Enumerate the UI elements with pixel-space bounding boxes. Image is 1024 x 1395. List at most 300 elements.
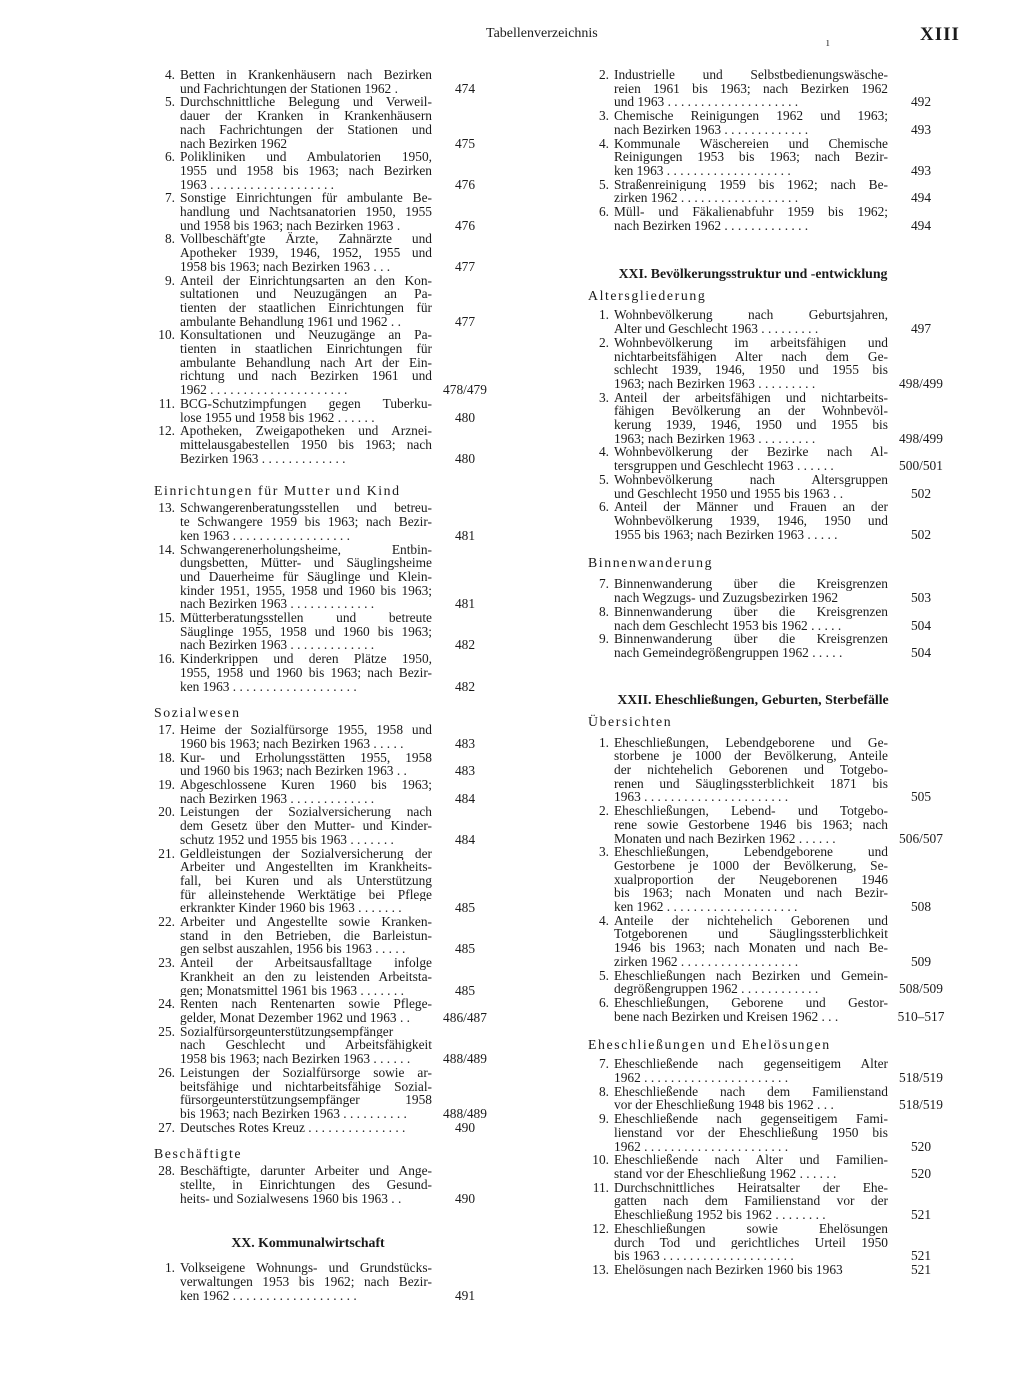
toc-entry-number: 8. (164, 231, 175, 247)
toc-entry-title-line: fähigen Bevölkerung an der Wohnbevöl- (614, 404, 888, 419)
toc-entry-title-line: schutz 1952 und 1955 bis 1963 . . . . . . . (180, 832, 394, 847)
toc-entry-number: 5. (164, 94, 175, 110)
toc-entry-page: 488/489 (443, 1105, 487, 1121)
toc-entry[interactable] (582, 473, 954, 500)
toc-entry-title-line: Schwangerenberatungsstellen und betreu- (180, 501, 432, 516)
toc-entry-title (180, 1025, 432, 1066)
toc-entry-title-line: Reinigungen 1953 bis 1963; nach Bezir- (614, 150, 888, 164)
toc-entry-title (614, 845, 888, 914)
toc-entry-number: 8. (598, 1083, 609, 1099)
toc-entry-title-line: nichtarbeitsfähigen Alter nach dem Ge- (614, 349, 888, 364)
toc-entry-page: 485 (454, 941, 476, 957)
toc-entry[interactable] (148, 1261, 498, 1302)
toc-entry-title-line: Anteil der Männer und Frauen an der (614, 500, 888, 514)
toc-entry-title-line: erkrankter Kinder 1960 bis 1963 . . . . . . . (180, 901, 402, 916)
toc-entry-title-line: Leistungen der Sozialversicherung nach (180, 805, 432, 820)
toc-entry-number: 4. (598, 912, 609, 928)
toc-entry[interactable] (148, 1025, 498, 1066)
toc-entry-title (614, 914, 888, 969)
toc-entry-number: 23. (158, 955, 175, 971)
toc-entry-number: 9. (598, 631, 609, 647)
toc-entry-title-line: nach Bezirken 1962 (180, 136, 288, 151)
toc-entry-title-line: und 1960 bis 1963; nach Bezirken 1963 . . (180, 764, 407, 779)
toc-entry-title-line: Müll- und Fäkalienabfuhr 1959 bis 1962; (614, 205, 888, 219)
toc-entry-title (614, 1085, 888, 1112)
toc-entry-title (180, 424, 432, 465)
subsection-heading: Einrichtungen für Mutter und Kind (154, 483, 401, 499)
toc-entry-title (180, 1066, 432, 1121)
toc-entry-title-line: Eheschließungen sowie Ehelösungen (614, 1221, 888, 1236)
toc-entry-title-line: 1963 . . . . . . . . . . . . . . . . . . . (180, 177, 334, 192)
toc-entry-page: 520 (910, 1166, 932, 1181)
toc-entry-number: 4. (164, 67, 175, 82)
toc-entry[interactable] (148, 150, 498, 191)
toc-entry-title-line: kerung 1939, 1946, 1950 und 1955 bis (614, 418, 888, 432)
toc-entry-title-line: 1946 bis 1963; nach Monaten und nach Be- (614, 941, 888, 955)
toc-entry[interactable] (582, 577, 954, 604)
toc-entry-page: 518/519 (899, 1097, 943, 1113)
toc-entry[interactable] (582, 632, 954, 659)
toc-entry-title-line: Binnenwanderung über die Kreisgrenzen (614, 604, 888, 619)
toc-entry-number: 6. (598, 499, 609, 515)
toc-entry-title-line: xualproportion der Neugeborenen 1946 (614, 872, 888, 887)
toc-entry-title-line: nach Bezirken 1963 . . . . . . . . . . . . . (180, 597, 375, 612)
toc-entry[interactable] (582, 336, 954, 391)
toc-entry-page: 481 (454, 527, 476, 543)
subsection-heading: Beschäftigte (154, 1146, 243, 1162)
toc-entry-number: 3. (598, 389, 609, 405)
section-heading: XX. Kommunalwirtschaft (231, 1235, 385, 1251)
toc-entry-title (614, 605, 888, 632)
toc-entry-number: 2. (598, 67, 609, 82)
toc-entry-title (614, 1181, 888, 1222)
toc-entry-title-line: Apotheker 1939, 1946, 1952, 1955 und (180, 246, 432, 260)
toc-entry[interactable] (148, 652, 498, 693)
toc-entry-title (614, 500, 888, 541)
toc-entry-number: 1. (164, 1260, 175, 1276)
toc-entry-page: 490 (454, 1119, 476, 1135)
toc-entry-page: 482 (454, 637, 476, 653)
toc-entry-number: 11. (158, 395, 175, 411)
toc-entry-title-line: Betten in Krankenhäusern nach Bezirken (180, 68, 432, 82)
toc-entry-number: 9. (164, 272, 175, 288)
toc-entry-title-line: Eheschließungen nach Bezirken und Gemein- (614, 968, 888, 983)
toc-entry-title (614, 996, 888, 1023)
toc-entry-title-line: Straßenreinigung 1959 bis 1962; nach Be- (614, 177, 888, 192)
toc-entry-title-line: 1962 . . . . . . . . . . . . . . . . . . . . . . (614, 1071, 789, 1085)
toc-entry-title-line: Säuglinge 1955, 1958 und 1960 bis 1963; (180, 624, 432, 639)
toc-entry[interactable] (148, 191, 498, 232)
toc-entry-page: 497 (910, 321, 932, 337)
toc-entry-page: 504 (910, 617, 932, 633)
toc-entry-title-line: ambulante Behandlung 1961 und 1962 . . (180, 314, 401, 329)
toc-entry[interactable] (582, 969, 954, 996)
toc-entry-title-line: vor der Eheschließung 1948 bis 1962 . . . (614, 1098, 834, 1113)
toc-entry-title-line: bene nach Bezirken und Kreisen 1962 . . . (614, 1009, 839, 1024)
toc-entry-title-line: Anteil der Einrichtungsarten an den Kon- (180, 273, 432, 288)
toc-entry-title (180, 232, 432, 273)
toc-entry-title (614, 1112, 888, 1153)
toc-entry[interactable] (582, 68, 954, 109)
toc-entry-title (614, 1057, 888, 1084)
toc-entry[interactable] (582, 1112, 954, 1153)
toc-entry-title-line: Leistungen der Sozialfürsorge sowie ar- (180, 1065, 432, 1080)
toc-entry-number: 5. (598, 967, 609, 983)
toc-entry-title (614, 736, 888, 805)
toc-entry-page: 498/499 (899, 375, 943, 391)
toc-entry-title-line: 1962 . . . . . . . . . . . . . . . . . . . . . (180, 383, 348, 397)
toc-entry-page: 508 (910, 899, 932, 915)
toc-entry-title-line: tienten der staatlichen Einrichtungen für (180, 300, 432, 315)
toc-entry[interactable] (148, 543, 498, 612)
toc-entry[interactable] (582, 178, 954, 205)
toc-entry-page: 506/507 (899, 830, 943, 846)
toc-entry[interactable] (582, 605, 954, 632)
toc-entry-number: 7. (164, 190, 175, 206)
toc-entry-title (180, 778, 432, 805)
toc-entry-title-line: Bezirken 1963 . . . . . . . . . . . . . (180, 451, 346, 466)
toc-entry[interactable] (582, 1222, 954, 1263)
toc-entry-title-line: Wohnbevölkerung im arbeitsfähigen und (614, 335, 888, 350)
toc-entry-title-line: Wohnbevölkerung der Bezirke nach Al- (614, 445, 888, 460)
toc-entry-title-line: Binnenwanderung über die Kreisgrenzen (614, 577, 888, 592)
toc-entry-title-line: nach dem Geschlecht 1953 bis 1962 . . . . . (614, 618, 842, 633)
toc-entry-page: 492 (910, 94, 932, 110)
toc-entry-title-line: 1962 . . . . . . . . . . . . . . . . . . . . . . (614, 1139, 789, 1154)
toc-entry-title (180, 328, 432, 397)
toc-entry-number: 15. (158, 610, 175, 626)
toc-entry-title-line: Beschäftigte, darunter Arbeiter und Ange- (180, 1164, 432, 1179)
toc-entry-title-line: 1963 . . . . . . . . . . . . . . . . . . . . . . (614, 790, 789, 805)
toc-entry-title-line: Arbeiter und Angestellten im Krankheits- (180, 860, 432, 874)
toc-entry-title-line: Volkseigene Wohnungs- und Grundstücks- (180, 1261, 432, 1276)
toc-entry-title-line: Anteile der nichtehelich Geborenen und (614, 913, 888, 928)
toc-entry-title-line: Renten nach Rentenarten sowie Pflege- (180, 997, 432, 1011)
toc-entry[interactable] (148, 915, 498, 956)
toc-entry-title (180, 956, 432, 997)
toc-entry[interactable] (148, 1164, 498, 1205)
toc-entry-title-line: Schwangerenerholungsheime, Entbin- (180, 542, 432, 557)
toc-entry[interactable] (582, 914, 954, 969)
toc-entry-number: 26. (158, 1064, 175, 1080)
toc-entry-page: 477 (454, 258, 476, 274)
toc-entry-title (614, 473, 888, 500)
toc-entry-title-line: 1958 bis 1963; nach Bezirken 1963 . . . (180, 259, 391, 274)
toc-entry[interactable] (148, 997, 498, 1024)
toc-entry-page: 518/519 (899, 1070, 943, 1086)
toc-entry-page: 493 (910, 121, 932, 137)
toc-entry-title (614, 804, 888, 845)
toc-entry[interactable] (148, 328, 498, 397)
toc-entry-title-line: bis 1963; nach Monaten und nach Bezir- (614, 886, 888, 901)
toc-entry-page: 480 (454, 409, 476, 425)
toc-entry-page: 500/501 (899, 458, 943, 474)
toc-entry-title-line: 1955, 1958 und 1960 bis 1963; nach Bezir- (180, 665, 432, 680)
toc-entry-title-line: Kommunale Wäschereien und Chemische (614, 136, 888, 151)
toc-entry-title-line: Konsultationen und Neuzugänge an Pa- (180, 328, 432, 343)
toc-entry-title-line: Sonstige Einrichtungen für ambulante Be- (180, 191, 432, 206)
toc-entry-title-line: storbene je 1000 der Bevölkerung, Anteile (614, 749, 888, 764)
toc-entry[interactable] (148, 68, 498, 95)
toc-entry-title-line: te Schwangere 1959 bis 1963; nach Bezir- (180, 515, 432, 529)
toc-entry-title-line: 1963; nach Bezirken 1963 . . . . . . . . . (614, 431, 816, 446)
toc-entry-number: 5. (598, 471, 609, 487)
toc-entry-title-line: und 1963 . . . . . . . . . . . . . . . . . . . . (614, 95, 799, 110)
toc-entry-number: 4. (598, 444, 609, 460)
toc-entry-title (614, 1222, 888, 1263)
toc-entry-page: 475 (454, 135, 476, 151)
toc-entry-title-line: Polikliniken und Ambulatorien 1950, (180, 150, 432, 164)
toc-entry-title-line: renen und Säuglingssterblichkeit 1871 bis (614, 776, 888, 791)
toc-entry-title-line: tersgruppen und Geschlecht 1963 . . . . . . (614, 459, 834, 473)
toc-entry-page: 502 (910, 526, 932, 542)
toc-entry-number: 1. (598, 734, 609, 750)
toc-entry[interactable] (148, 723, 498, 750)
toc-entry-title (180, 997, 432, 1024)
toc-entry-page: 493 (910, 162, 932, 178)
toc-entry-title (180, 68, 432, 95)
toc-entry-title-line: ambulante Behandlung nach Art der Ein- (180, 355, 432, 370)
toc-entry-title (180, 1261, 432, 1302)
toc-entry-number: 4. (598, 135, 609, 151)
toc-entry-title (614, 308, 888, 335)
toc-entry-title-line: Chemische Reinigungen 1962 und 1963; (614, 109, 888, 123)
toc-entry[interactable] (148, 956, 498, 997)
toc-entry-title (614, 1153, 888, 1180)
toc-entry-number: 3. (598, 844, 609, 860)
toc-entry-title-line: Geldleistungen der Sozialversicherung der (180, 846, 432, 861)
toc-entry-page: 498/499 (899, 430, 943, 446)
toc-entry-number: 17. (158, 722, 175, 738)
toc-entry-title-line: reien 1961 bis 1963; nach Bezirken 1962 (614, 81, 888, 96)
toc-entry-number: 20. (158, 804, 175, 820)
toc-entry[interactable] (582, 1263, 954, 1277)
subsection-heading: Eheschließungen und Ehelösungen (588, 1037, 831, 1053)
toc-entry[interactable] (582, 137, 954, 178)
toc-entry[interactable] (582, 391, 954, 446)
toc-entry[interactable] (148, 501, 498, 542)
toc-entry[interactable] (148, 95, 498, 150)
toc-entry-page: 494 (910, 217, 932, 233)
toc-entry-title-line: Anteil der Arbeitsausfalltage infolge (180, 956, 432, 970)
toc-entry-title-line: zirken 1962 . . . . . . . . . . . . . . . . . . (614, 191, 799, 206)
toc-entry-title (180, 1164, 432, 1205)
toc-entry-page: 486/487 (443, 1010, 487, 1025)
toc-entry-number: 6. (598, 204, 609, 220)
toc-entry-title (180, 397, 432, 424)
toc-entry-title (614, 632, 888, 659)
toc-entry-title-line: Totgeborenen und Säuglingssterblichkeit (614, 927, 888, 942)
toc-entry[interactable] (582, 109, 954, 136)
toc-entry-page: 480 (454, 450, 476, 466)
toc-entry-title-line: Deutsches Rotes Kreuz . . . . . . . . . . . . . . . (180, 1120, 406, 1135)
toc-entry-number: 2. (598, 803, 609, 819)
toc-entry-title-line: zirken 1962 . . . . . . . . . . . . . . . . . . (614, 954, 799, 969)
toc-entry-page: 478/479 (443, 382, 487, 398)
toc-entry[interactable] (148, 232, 498, 273)
toc-entry-title-line: sultationen und Neuzugängen an Pa- (180, 287, 432, 301)
toc-entry-page: 483 (454, 735, 476, 751)
toc-entry-title-line: der nichtehelich Geborenen und Totgebo- (614, 763, 888, 777)
toc-entry-page: 488/489 (443, 1051, 487, 1067)
toc-entry-title (614, 577, 888, 604)
toc-entry-title-line: dem Gesetz über den Mutter- und Kinder- (180, 819, 432, 833)
toc-entry[interactable] (148, 611, 498, 652)
toc-entry-number: 10. (592, 1152, 609, 1168)
toc-entry-title (614, 969, 888, 996)
toc-entry[interactable] (148, 805, 498, 846)
page-number: XIII (920, 24, 960, 45)
toc-entry-title (614, 178, 888, 205)
toc-entry-title-line: gatten nach dem Familienstand vor der (614, 1194, 888, 1209)
toc-entry-title-line: richtung und nach Bezirken 1961 und (180, 369, 432, 384)
toc-entry-title-line: stellte, in Einrichtungen des Gesund- (180, 1178, 432, 1192)
toc-entry-title-line: kinder 1951, 1955, 1958 und 1960 bis 1963; (180, 583, 432, 598)
toc-entry[interactable] (582, 804, 954, 845)
toc-entry-title-line: 1963; nach Bezirken 1963 . . . . . . . . . (614, 376, 816, 391)
toc-entry-page: 509 (910, 953, 932, 969)
toc-entry[interactable] (582, 845, 954, 914)
toc-entry[interactable] (582, 1085, 954, 1112)
toc-entry-title (180, 1121, 432, 1135)
toc-entry[interactable] (148, 1066, 498, 1121)
toc-entry-page: 503 (910, 590, 932, 606)
toc-entry-page: 477 (454, 313, 476, 329)
toc-entry-title-line: Mütterberatungsstellen und betreute (180, 611, 432, 625)
toc-entry-page: 521 (910, 1248, 932, 1264)
toc-entry-title (180, 847, 432, 916)
subsection-heading: Sozialwesen (154, 705, 241, 721)
toc-entry-title (614, 109, 888, 136)
toc-entry-title-line: Sozialfürsorgeunterstützungsempfänger (180, 1024, 394, 1039)
toc-entry[interactable] (148, 751, 498, 778)
toc-entry-page: 476 (454, 176, 476, 192)
toc-column-left (148, 68, 498, 1303)
toc-entry-page: 505 (910, 789, 932, 805)
toc-entry-title-line: Wohnbevölkerung 1939, 1946, 1950 und (614, 513, 888, 528)
toc-entry[interactable] (582, 445, 954, 472)
toc-entry-page: 494 (910, 190, 932, 206)
toc-entry-title (180, 274, 432, 329)
toc-entry[interactable] (148, 274, 498, 329)
toc-entry-page: 521 (910, 1261, 932, 1277)
toc-entry-title-line: degrößengruppen 1962 . . . . . . . . . . . . (614, 982, 819, 996)
toc-entry-title-line: Heime der Sozialfürsorge 1955, 1958 und (180, 723, 432, 737)
toc-entry[interactable] (148, 397, 498, 424)
toc-entry-title-line: stand vor der Eheschließung 1962 . . . . . . (614, 1167, 837, 1181)
toc-entry-number: 14. (158, 541, 175, 557)
toc-entry[interactable] (582, 1153, 954, 1180)
toc-entry-title-line: stand in den Betrieben, die Barleistun- (180, 928, 432, 943)
toc-entry[interactable] (148, 1121, 498, 1135)
toc-entry-number: 25. (158, 1023, 175, 1039)
toc-entry-number: 13. (158, 500, 175, 516)
toc-entry-title-line: Eheschließende nach gegenseitigem Alter (614, 1057, 888, 1072)
toc-entry-number: 19. (158, 777, 175, 793)
toc-entry-page: 483 (454, 763, 476, 779)
toc-entry[interactable] (582, 736, 954, 805)
toc-entry-number: 8. (598, 603, 609, 619)
toc-entry[interactable] (148, 847, 498, 916)
toc-entry-number: 6. (164, 149, 175, 165)
toc-entry-page: 484 (454, 790, 476, 806)
toc-entry-title-line: lienstand vor der Eheschließung 1950 bis (614, 1125, 888, 1140)
toc-entry-number: 6. (598, 994, 609, 1010)
toc-entry-title-line: mittelausgabestellen 1950 bis 1963; nach (180, 437, 432, 452)
toc-entry-title-line: nach Bezirken 1963 . . . . . . . . . . . . . (614, 122, 809, 137)
toc-entry-title-line: und Fachrichtungen der Stationen 1962 . (180, 81, 398, 96)
toc-entry-title-line: rene sowie Gestorbene 1946 bis 1963; nach (614, 817, 888, 832)
toc-entry[interactable] (148, 424, 498, 465)
toc-entry-number: 27. (158, 1119, 175, 1135)
toc-entry[interactable] (582, 1181, 954, 1222)
toc-entry[interactable] (582, 308, 954, 335)
toc-entry-title-line: verwaltungen 1953 bis 1962; nach Bezir- (180, 1275, 432, 1289)
toc-entry-title-line: Durchschnittliche Belegung und Verweil- (180, 95, 432, 110)
toc-entry-title (180, 191, 432, 232)
toc-entry-title (614, 445, 888, 472)
toc-entry-title-line: Kur- und Erholungsstätten 1955, 1958 (180, 750, 432, 765)
toc-entry-title (614, 137, 888, 178)
toc-entry-title (180, 95, 432, 150)
toc-entry-title (180, 751, 432, 778)
toc-entry-title-line: dauer der Kranken in Krankenhäusern (180, 109, 432, 123)
toc-entry-page: 484 (454, 831, 476, 847)
toc-entry-page: 504 (910, 644, 932, 660)
toc-entry-title-line: fürsorgeunterstützungsempfänger 1958 (180, 1093, 432, 1107)
toc-entry-title-line: schlecht 1939, 1946, 1950 und 1955 bis (614, 363, 888, 377)
toc-entry-page: 481 (454, 596, 476, 612)
toc-entry-title-line: handlung und Nachtsanatorien 1950, 1955 (180, 205, 432, 219)
toc-entry-number: 24. (158, 996, 175, 1012)
toc-entry[interactable] (582, 500, 954, 541)
toc-entry-title (614, 205, 888, 232)
toc-entry[interactable] (148, 778, 498, 805)
toc-entry-title-line: für alleinstehende Werktätige bei Pflege (180, 887, 432, 902)
toc-entry-title-line: Vollbeschäft'gte Ärzte, Zahnärzte und (180, 232, 432, 247)
toc-entry-title-line: Arbeiter und Angestellte sowie Kranken- (180, 915, 432, 929)
toc-entry[interactable] (582, 205, 954, 232)
toc-entry-title (180, 611, 432, 652)
toc-entry-number: 3. (598, 108, 609, 124)
toc-entry-title-line: ken 1963 . . . . . . . . . . . . . . . . . . . (180, 679, 357, 694)
toc-entry-title-line: und 1958 bis 1963; nach Bezirken 1963 . (180, 218, 401, 233)
toc-entry-title-line: nach Bezirken 1962 . . . . . . . . . . . . . (614, 218, 809, 233)
toc-entry-title-line: nach Bezirken 1963 . . . . . . . . . . . . . (180, 638, 375, 653)
toc-entry-title-line: Eheschließungen, Geborene und Gestor- (614, 995, 888, 1010)
toc-entry-title-line: Kinderkrippen und deren Plätze 1950, (180, 652, 432, 666)
toc-entry-number: 11. (592, 1179, 609, 1195)
toc-entry-number: 13. (592, 1261, 609, 1277)
toc-entry-title-line: gelder, Monat Dezember 1962 und 1963 . . (180, 1011, 411, 1025)
running-header-title: Tabellenverzeichnis (486, 26, 598, 41)
toc-entry-page: 502 (910, 485, 932, 501)
toc-entry-title-line: Eheschließungen, Lebend- und Totgebo- (614, 804, 888, 818)
toc-entry[interactable] (582, 1057, 954, 1084)
toc-entry-title-line: ken 1962 . . . . . . . . . . . . . . . . . . . (180, 1288, 357, 1303)
toc-entry-title-line: beitsfähige und nichtarbeitsfähige Sozial- (180, 1079, 432, 1094)
toc-entry-title-line: dungsbetten, Mütter- und Säuglingsheime (180, 556, 432, 570)
toc-entry-page: 510–517 (897, 1008, 945, 1024)
toc-entry-title-line: gen selbst auszahlen, 1956 bis 1963 . . . . . (180, 942, 406, 957)
toc-entry-title-line: Eheschließungen, Lebendgeborene und Ge- (614, 735, 888, 750)
toc-entry-title-line: nach Gemeindegrößengruppen 1962 . . . . . (614, 645, 843, 660)
toc-entry-number: 9. (598, 1111, 609, 1127)
toc-entry-title-line: nach Geschlecht und Arbeitsfähigkeit (180, 1038, 432, 1053)
toc-entry-title-line: Wohnbevölkerung nach Altersgruppen (614, 472, 888, 487)
toc-entry[interactable] (582, 996, 954, 1023)
toc-entry-number: 2. (598, 334, 609, 350)
